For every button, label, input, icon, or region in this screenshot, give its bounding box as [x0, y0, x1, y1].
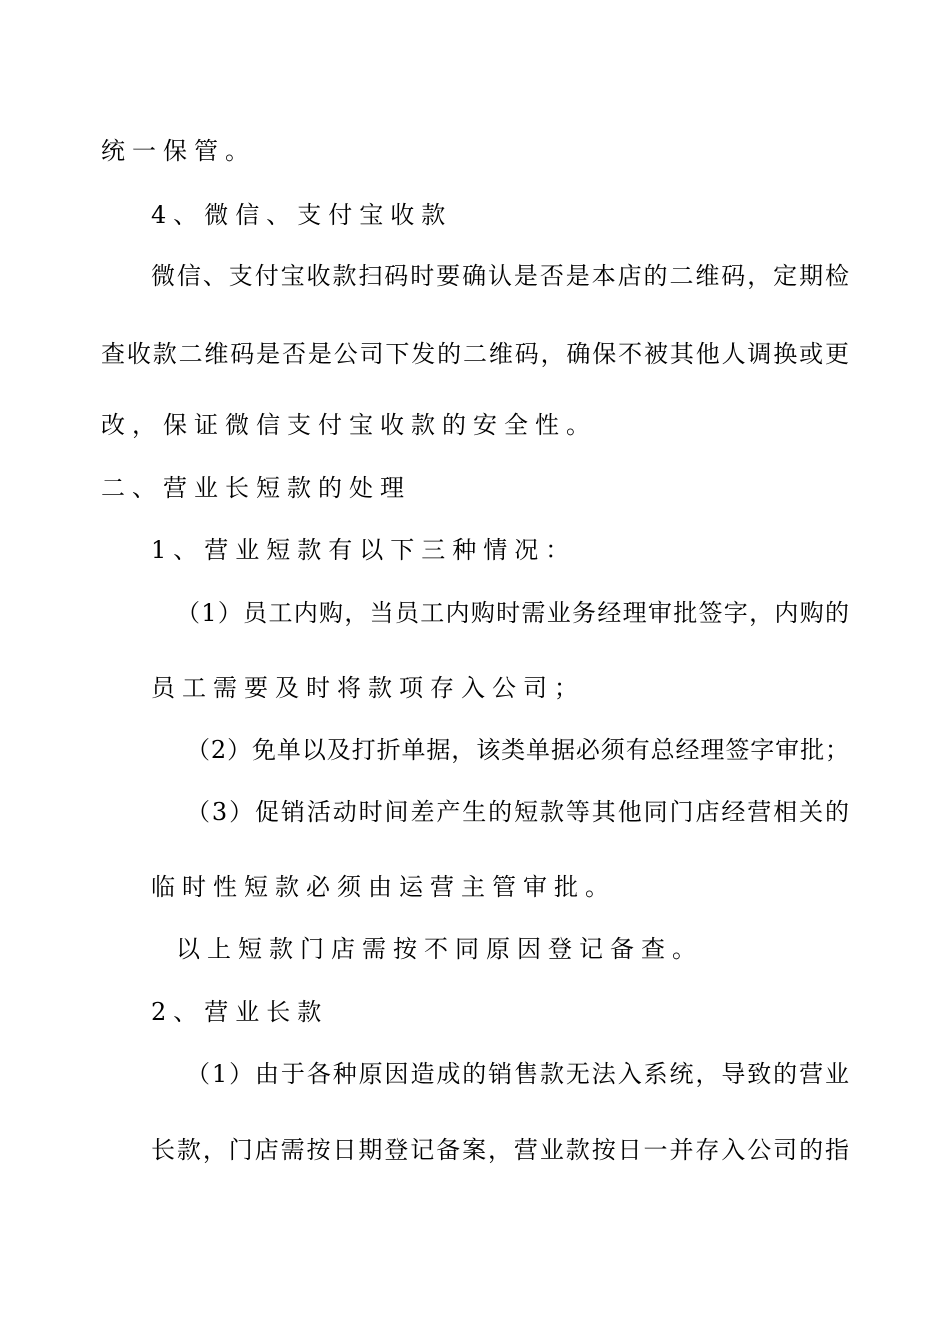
paragraph-line: （1）由于各种原因造成的销售款无法入系统，导致的营业	[186, 1060, 849, 1088]
paragraph-line: 以上短款门店需按不同原因登记备查。	[176, 935, 703, 963]
paragraph-line: （3）促销活动时间差产生的短款等其他同门店经营相关的	[186, 798, 849, 826]
section-heading: 二、营业长短款的处理	[101, 474, 411, 502]
paragraph-line: 改，保证微信支付宝收款的安全性。	[101, 411, 597, 439]
paragraph-line: 微信、支付宝收款扫码时要确认是否是本店的二维码，定期检	[151, 262, 849, 290]
subheading: 4、微信、支付宝收款	[151, 201, 453, 229]
subheading: 1、营业短款有以下三种情况：	[151, 536, 577, 564]
paragraph-line: 查收款二维码是否是公司下发的二维码，确保不被其他人调换或更	[101, 340, 849, 368]
paragraph-line: （2）免单以及打折单据，该类单据必须有总经理签字审批；	[186, 736, 849, 764]
paragraph-line: 长款，门店需按日期登记备案，营业款按日一并存入公司的指	[151, 1136, 849, 1164]
paragraph-line: 临时性短款必须由运营主管审批。	[151, 873, 616, 901]
paragraph-line: （1）员工内购，当员工内购时需业务经理审批签字，内购的	[176, 599, 849, 627]
subheading: 2、营业长款	[151, 998, 329, 1026]
text-line: 统一保管。	[101, 137, 256, 165]
paragraph-line: 员工需要及时将款项存入公司；	[151, 674, 585, 702]
